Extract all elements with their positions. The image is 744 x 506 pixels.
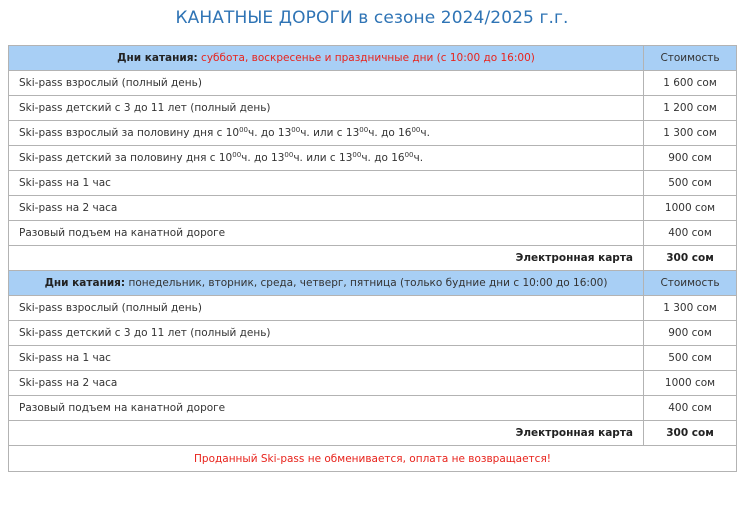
row-name: Ski-pass на 1 час [9, 171, 644, 196]
card-price: 300 сом [644, 421, 737, 446]
price-table [8, 45, 737, 472]
weekend-days-label: Дни катания: [117, 52, 198, 64]
table-row [9, 321, 737, 346]
weekday-card-row [9, 421, 737, 446]
weekday-days-label: Дни катания: [44, 277, 126, 289]
weekday-header-cell [9, 271, 644, 296]
row-name: Разовый подъем на канатной дороге [9, 221, 644, 246]
card-label: Электронная карта [9, 421, 644, 446]
row-price: 1 300 сом [644, 121, 737, 146]
row-name: Ski-pass взрослый за половину дня с $10^{00}ч$. до $13^{00}ч$. или с $13^{00}ч$. до $16^{00}ч$. [9, 121, 644, 146]
row-name: Разовый подъем на канатной дороге [9, 396, 644, 421]
weekend-price-header: Стоимость [644, 46, 737, 71]
row-price: 500 сом [644, 171, 737, 196]
row-price: 400 сом [644, 396, 737, 421]
table-row [9, 196, 737, 221]
row-name: Ski-pass детский с 3 до 11 лет (полный день) [9, 321, 644, 346]
non-refundable-note: Проданный Ski-pass не обменивается, оплата не возвращается! [9, 446, 737, 472]
table-row [9, 146, 737, 171]
row-name: Ski-pass на 2 часа [9, 196, 644, 221]
weekend-header-cell [9, 46, 644, 71]
card-price: 300 сом [644, 246, 737, 271]
row-price: 500 сом [644, 346, 737, 371]
row-price: 1 300 сом [644, 296, 737, 321]
card-label: Электронная карта [9, 246, 644, 271]
row-price: 900 сом [644, 146, 737, 171]
table-row [9, 396, 737, 421]
row-price: 400 сом [644, 221, 737, 246]
row-name: Ski-pass на 1 час [9, 346, 644, 371]
row-price: 900 сом [644, 321, 737, 346]
weekend-header-row [9, 46, 737, 71]
note-row [9, 446, 737, 472]
weekday-header-row [9, 271, 737, 296]
table-row [9, 71, 737, 96]
row-name: Ski-pass детский с 3 до 11 лет (полный день) [9, 96, 644, 121]
table-row [9, 121, 737, 146]
weekday-days-text: понедельник, вторник, среда, четверг, пятница (только будние дни с 10:00 до 16:00) [128, 277, 608, 289]
row-name: Ski-pass взрослый (полный день) [9, 296, 644, 321]
table-row [9, 221, 737, 246]
row-name: Ski-pass взрослый (полный день) [9, 71, 644, 96]
row-price: 1 600 сом [644, 71, 737, 96]
page-title: КАНАТНЫЕ ДОРОГИ в сезоне 2024/2025 г.г. [175, 8, 569, 28]
table-row [9, 346, 737, 371]
table-row [9, 171, 737, 196]
row-name: Ski-pass на 2 часа [9, 371, 644, 396]
row-price: 1000 сом [644, 371, 737, 396]
row-price: 1 200 сом [644, 96, 737, 121]
table-row [9, 96, 737, 121]
table-row [9, 371, 737, 396]
row-name: Ski-pass детский за половину дня с $10^{00}ч$. до $13^{00}ч$. или с $13^{00}ч$. до $16^{00}ч$. [9, 146, 644, 171]
weekend-card-row [9, 246, 737, 271]
weekday-price-header: Стоимость [644, 271, 737, 296]
weekend-days-text: суббота, воскресенье и праздничные дни (с 10:00 до 16:00) [201, 52, 535, 64]
table-row [9, 296, 737, 321]
row-price: 1000 сом [644, 196, 737, 221]
